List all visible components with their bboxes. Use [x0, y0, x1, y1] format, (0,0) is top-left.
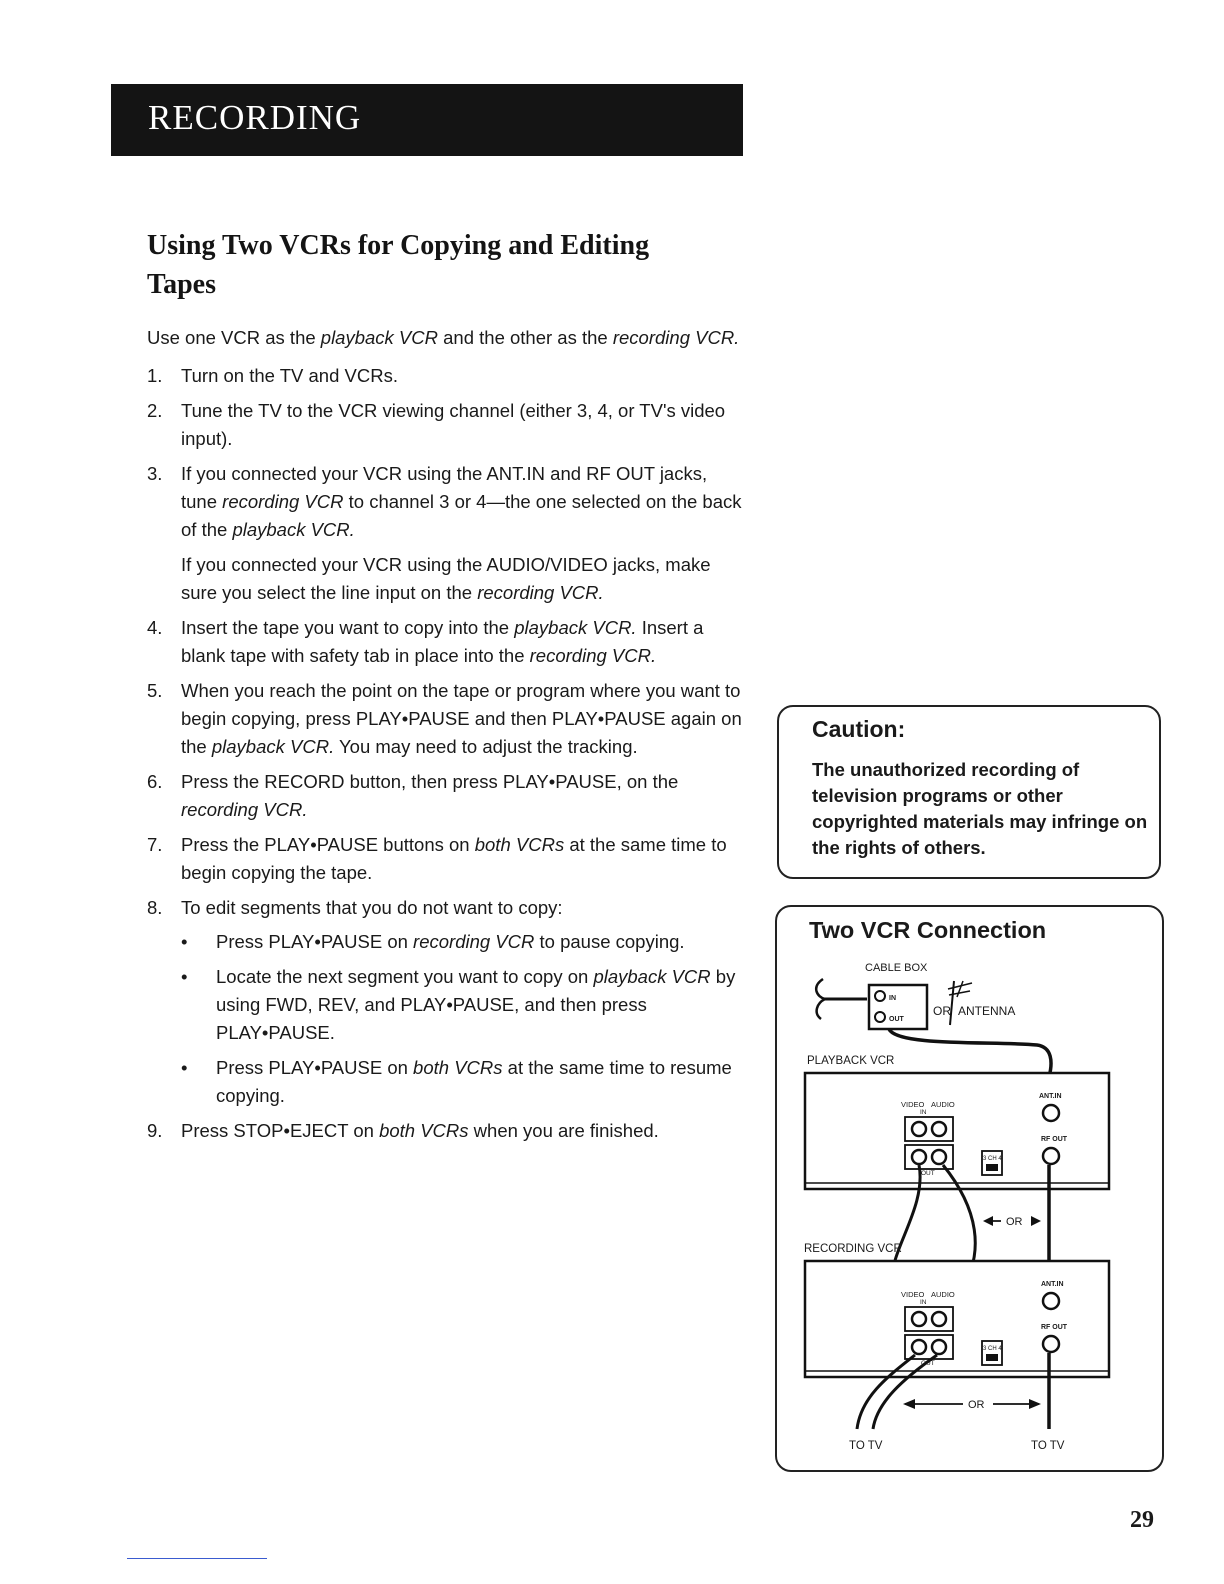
step-emphasis: playback VCR.: [232, 519, 355, 540]
bullet-item: [181, 963, 747, 1047]
steps-list: [147, 362, 747, 1145]
step-text: When you reach the point on the tape or program where you want to begin copying, press PLAY•PAUSE and then PLAY•PAUSE again on the: [181, 680, 742, 757]
bullet-emphasis: playback VCR: [593, 966, 711, 987]
recording-vcr: [805, 1261, 1109, 1377]
vcr-body: [805, 1261, 1109, 1377]
audio-in-jack-icon: [932, 1122, 946, 1136]
video-out-jack-icon: [912, 1340, 926, 1354]
caution-text: The unauthorized recording of television programs or other copyrighted materials may infringe on the rights of others.: [812, 759, 1148, 858]
jack-icon: [875, 1012, 885, 1022]
step-number: 3.: [147, 463, 163, 484]
bullet-text: at the same time to resume copying.: [216, 1057, 732, 1106]
step-emphasis: recording VCR: [222, 491, 344, 512]
channel-label: 3 CH 4: [983, 1346, 1002, 1352]
rf-out-jack-icon: [1043, 1148, 1059, 1164]
caution-box: [777, 705, 1161, 879]
step-emphasis: recording VCR.: [529, 645, 657, 666]
out-label: OUT: [921, 1170, 935, 1177]
cable-box-in-label: IN: [889, 995, 896, 1002]
to-tv-label: TO TV: [849, 1440, 883, 1452]
header-title: RECORDING: [148, 98, 362, 137]
or-label: OR: [933, 1004, 951, 1018]
out-label: OUT: [921, 1360, 935, 1367]
bullet-emphasis: both VCRs: [413, 1057, 503, 1078]
step-number: 2.: [147, 400, 163, 421]
video-out-jack-icon: [912, 1150, 926, 1164]
step-text: Turn on the TV and VCRs.: [181, 365, 398, 386]
caution-title: Caution:: [812, 716, 906, 742]
bullet-text: Press PLAY•PAUSE on: [216, 931, 414, 952]
audio-out-jack-icon: [932, 1340, 946, 1354]
recording-vcr-label: RECORDING VCR: [804, 1243, 902, 1255]
rf-out-label: RF OUT: [1041, 1324, 1068, 1331]
video-label: VIDEO: [901, 1290, 925, 1299]
step-emphasis: recording VCR.: [181, 799, 308, 820]
header-bar: [111, 84, 743, 156]
ant-in-jack-icon: [1043, 1105, 1059, 1121]
step-8: [147, 894, 747, 1110]
step-emphasis: both VCRs: [474, 834, 565, 855]
connection-box: [775, 905, 1164, 1472]
cable-wire: [816, 979, 825, 1019]
step-number: 8.: [147, 897, 163, 918]
edit-bullets: [181, 928, 747, 1110]
bullet-item: [181, 1054, 747, 1110]
step-5: [147, 677, 747, 761]
arrow-left-icon: [903, 1399, 915, 1409]
step-3: [147, 460, 747, 607]
step-4: [147, 614, 747, 670]
step-7: [147, 831, 747, 887]
channel-switch: [982, 1151, 1002, 1175]
step-text: to channel 3 or 4—the one selected on the back of the: [181, 491, 742, 540]
step-number: 7.: [147, 834, 163, 855]
step-emphasis: both VCRs: [379, 1120, 469, 1141]
step-number: 4.: [147, 617, 163, 638]
to-tv-label: TO TV: [1031, 1440, 1065, 1452]
vcr-body: [805, 1073, 1109, 1189]
step-text: If you connected your VCR using the AUDIO/VIDEO jacks, make sure you select the line input on the: [181, 554, 711, 603]
playback-vcr-label: PLAYBACK VCR: [807, 1055, 895, 1067]
step-text: Press the PLAY•PAUSE buttons on: [181, 834, 475, 855]
bullet-text: to pause copying.: [534, 931, 685, 952]
bullet-dot: •: [181, 931, 188, 952]
rf-out-jack-icon: [1043, 1336, 1059, 1352]
ant-in-jack-icon: [1043, 1293, 1059, 1309]
intro-emphasis: playback VCR: [320, 327, 438, 348]
channel-switch-slider: [986, 1164, 998, 1171]
bullet-text: Locate the next segment you want to copy on: [216, 966, 594, 987]
cable-box-out-label: OUT: [889, 1016, 904, 1023]
arrow-right-icon: [1029, 1399, 1041, 1409]
in-label: IN: [920, 1109, 927, 1116]
bullet-text: Press PLAY•PAUSE on: [216, 1057, 414, 1078]
antenna-label: ANTENNA: [958, 1004, 1016, 1018]
antenna-icon: [948, 981, 972, 1025]
section-title: Using Two VCRs for Copying and Editing Tapes: [147, 230, 650, 300]
antenna-element: [957, 981, 963, 997]
ant-in-label: ANT.IN: [1039, 1093, 1062, 1100]
video-label: VIDEO: [901, 1100, 925, 1109]
step-paragraph: [181, 460, 747, 544]
bullet-emphasis: recording VCR: [413, 931, 535, 952]
step-emphasis: playback VCR.: [211, 736, 335, 757]
cable-box-label: CABLE BOX: [865, 962, 928, 974]
audio-in-jack-icon: [932, 1312, 946, 1326]
channel-switch-slider: [986, 1354, 998, 1361]
step-text: at the same time to begin copying the tape.: [181, 834, 727, 883]
in-label: IN: [920, 1299, 927, 1306]
step-number: 9.: [147, 1120, 163, 1141]
channel-label: 3 CH 4: [983, 1156, 1002, 1162]
step-text: Insert the tape you want to copy into the: [181, 617, 515, 638]
arrow-left-icon: [983, 1216, 993, 1226]
or-arrow-label: OR: [1006, 1216, 1023, 1228]
intro-text: Use one VCR as the: [147, 327, 321, 348]
bullet-item: [181, 928, 747, 956]
step-number: 5.: [147, 680, 163, 701]
audio-label: AUDIO: [931, 1100, 955, 1109]
cable-box: [816, 962, 928, 1029]
connection-title: Two VCR Connection: [809, 917, 1047, 943]
step-number: 1.: [147, 365, 163, 386]
playback-vcr: [805, 1073, 1109, 1189]
step-emphasis: recording VCR.: [477, 582, 604, 603]
step-1: [147, 362, 747, 390]
video-in-jack-icon: [912, 1312, 926, 1326]
step-text: Tune the TV to the VCR viewing channel (either 3, 4, or TV's video input).: [181, 400, 726, 449]
rf-out-label: RF OUT: [1041, 1136, 1068, 1143]
instructions: [147, 324, 747, 1152]
intro-paragraph: [147, 324, 747, 352]
step-text: Press the RECORD button, then press PLAY•PAUSE, on the: [181, 771, 679, 792]
audio-label: AUDIO: [931, 1290, 955, 1299]
step-paragraph: [181, 551, 747, 607]
jack-icon: [875, 991, 885, 1001]
step-6: [147, 768, 747, 824]
footer-rule: [127, 1558, 267, 1559]
ant-in-label: ANT.IN: [1041, 1281, 1064, 1288]
step-2: [147, 397, 747, 453]
page-number: 29: [1130, 1507, 1154, 1533]
bullet-dot: •: [181, 1057, 188, 1078]
step-emphasis: playback VCR.: [514, 617, 637, 638]
audio-out-jack-icon: [932, 1150, 946, 1164]
step-text: To edit segments that you do not want to copy:: [181, 897, 563, 918]
two-vcr-connection-diagram: [777, 907, 1166, 1474]
antenna-cable: [889, 1029, 1051, 1077]
step-text: Press STOP•EJECT on: [181, 1120, 380, 1141]
arrow-right-icon: [1031, 1216, 1041, 1226]
step-text: If you connected your VCR using the ANT.IN and RF OUT jacks, tune: [181, 463, 708, 512]
video-in-jack-icon: [912, 1122, 926, 1136]
bullet-text: by using FWD, REV, and PLAY•PAUSE, and then press PLAY•PAUSE.: [216, 966, 736, 1043]
step-number: 6.: [147, 771, 163, 792]
step-text: You may need to adjust the tracking.: [334, 736, 638, 757]
step-9: [147, 1117, 747, 1145]
channel-switch: [982, 1341, 1002, 1365]
step-text: Insert a blank tape with safety tab in place into the: [181, 617, 704, 666]
intro-text: and the other as the: [438, 327, 613, 348]
intro-emphasis: recording VCR.: [612, 327, 740, 348]
bullet-dot: •: [181, 966, 188, 987]
step-text: when you are finished.: [468, 1120, 659, 1141]
or-arrow-label: OR: [968, 1399, 985, 1411]
